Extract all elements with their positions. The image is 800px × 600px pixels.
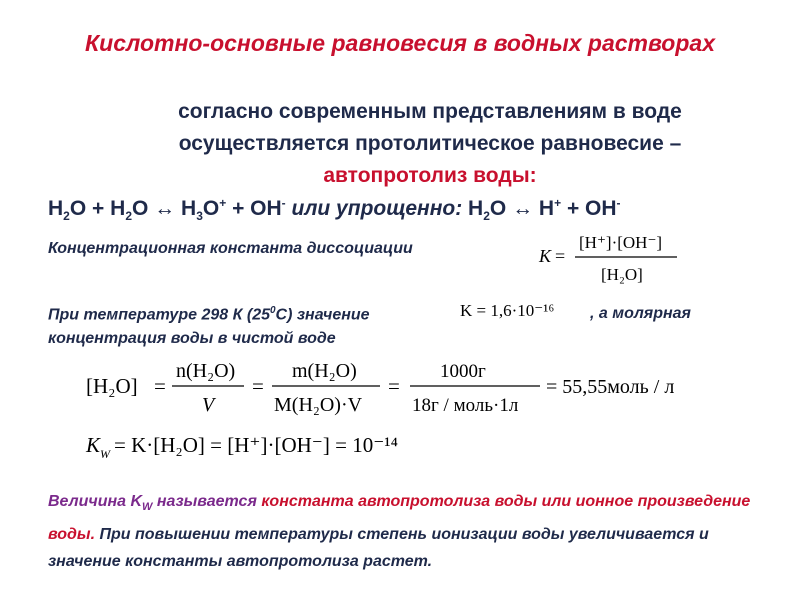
svg-text:=: = [154,374,166,398]
autoprotolysis-equation: $H_2O + H_2O$ ↔ $H_3O^+ + OH^-$ или упрощенно: $H_2O$ ↔ H+ + OH- [48,196,621,224]
svg-text:K: K [86,433,101,457]
svg-text:V: V [202,394,215,416]
svg-text:m(H₂O): m(H₂O) [292,360,357,382]
svg-text:[H⁺]·[OH⁻]: [H⁺]·[OH⁻] [579,233,663,252]
water-concentration-formula [80,355,720,421]
svg-text:18г / моль·1л: 18г / моль·1л [412,395,519,416]
svg-text:[H₂O]: [H₂O] [601,265,643,284]
simplified-label: или упрощенно: [285,197,469,220]
page-title: Кислотно-основные равновесия в водных растворах [85,30,715,56]
svg-text:= 55,55моль / л: = 55,55моль / л [546,376,675,398]
k-definition-formula [535,226,685,288]
svg-text:W: W [100,447,110,461]
svg-text:K: K [539,246,552,266]
svg-text:1000г: 1000г [440,361,486,382]
molar-text: , а молярная [590,305,691,322]
k-value-formula [458,296,583,324]
concentration-constant-label: Концентрационная константа диссоциации [48,240,413,257]
svg-text:[H₂O]: [H₂O] [86,374,138,398]
ion-product-paragraph: Величина $K_W$ называется константа автопротолиза воды или ионное произведение воды. При повышении температуры степень ионизации воды увеличивается и значение константы автопротолиза растет. [48,493,751,571]
intro-line-2: осуществляется протолитическое равновесие – [178,132,682,155]
water-concentration-text: концентрация воды в чистой воде [48,330,336,347]
intro-paragraph [130,96,730,192]
svg-text:=: = [555,246,566,266]
svg-text:= K·[H₂O] = [H⁺]·[OH⁻] = 10⁻¹⁴: = K·[H₂O] = [H⁺]·[OH⁻] = 10⁻¹⁴ [114,433,398,457]
svg-text:=: = [252,374,264,398]
kw-formula [80,424,500,466]
temperature-text: При температуре 298 К $(25^0С)$ значение [48,305,370,324]
svg-text:K = 1,6·10⁻¹⁶: K = 1,6·10⁻¹⁶ [460,301,555,320]
intro-line-1: согласно современным представлениям в воде [178,100,682,123]
svg-text:n(H₂O): n(H₂O) [176,360,236,382]
svg-text:=: = [388,374,400,398]
intro-line-3: автопротолиз воды: [323,164,537,187]
svg-text:M(H₂O)·V: M(H₂O)·V [274,394,363,416]
